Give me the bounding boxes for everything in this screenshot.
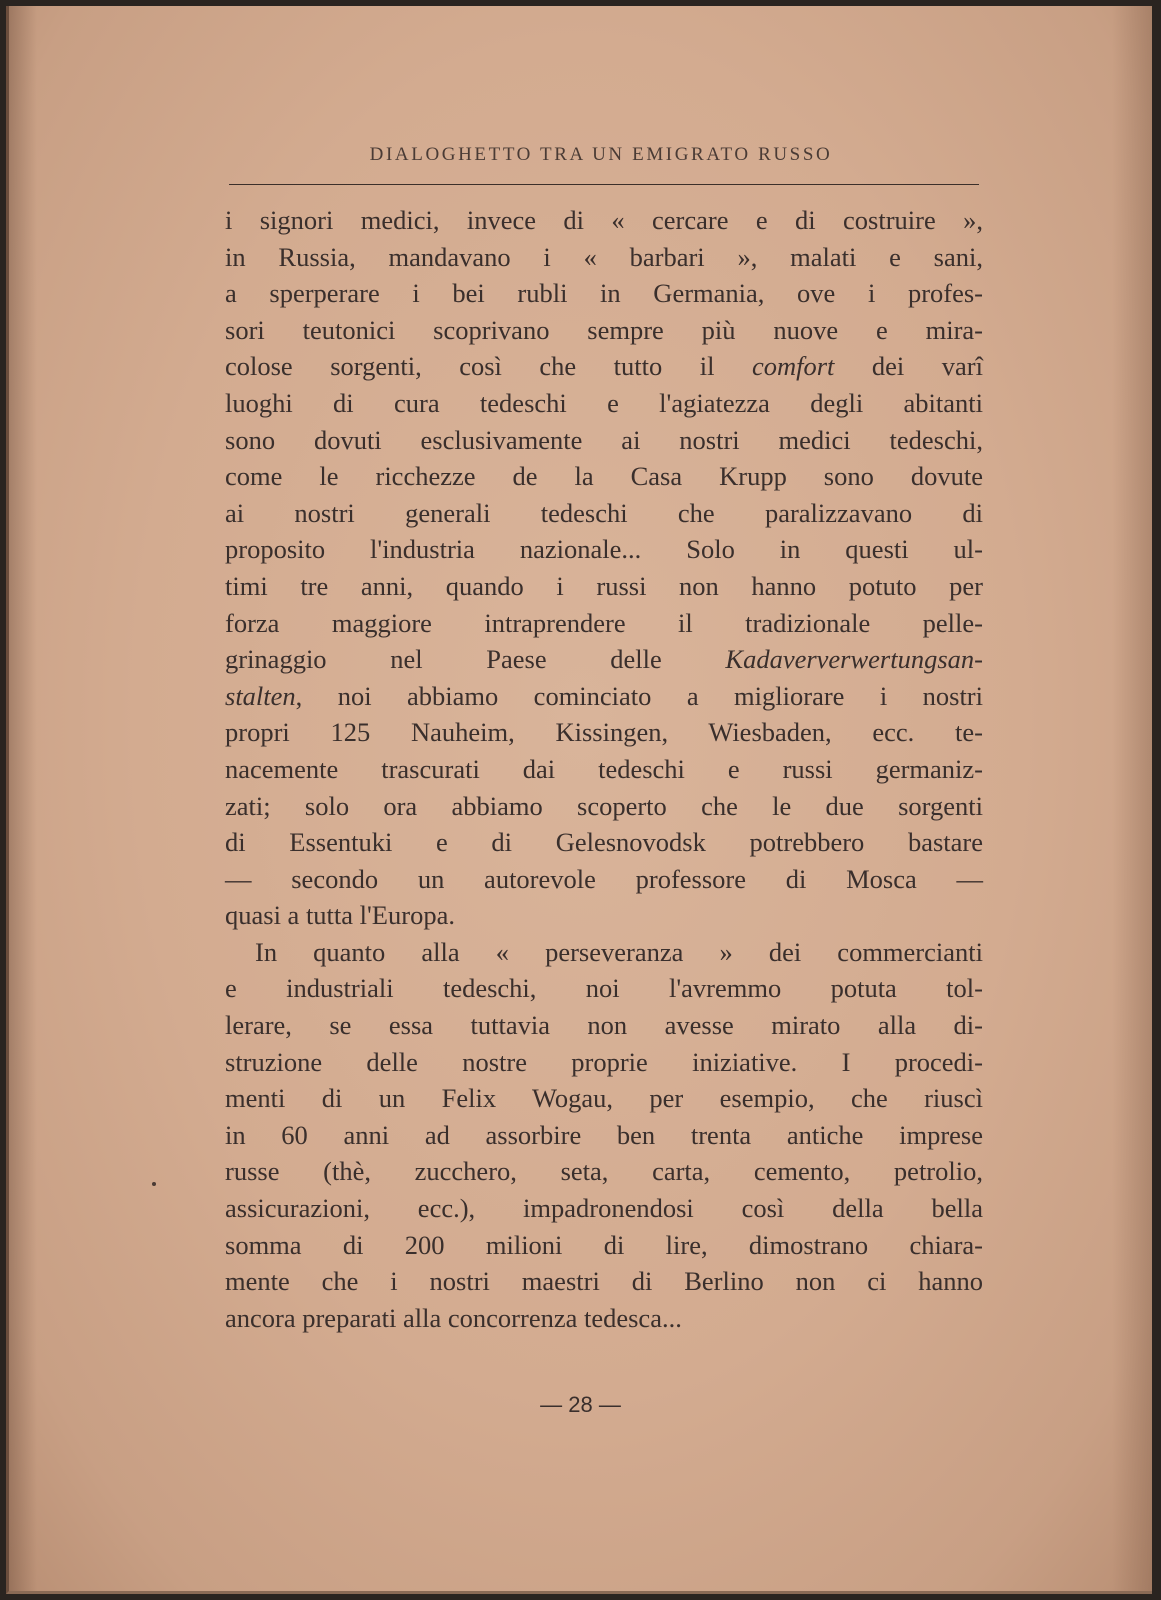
text-line: menti di un Felix Wogau, per esempio, che riuscì: [225, 1083, 983, 1114]
text-line: somma di 200 milioni di lire, dimostrano chiara-: [225, 1229, 983, 1260]
text-segment: grinaggio nel Paese delle: [225, 644, 726, 675]
text-line: ancora preparati alla concorrenza tedesca...: [225, 1302, 682, 1333]
page-number: — 28 —: [540, 1392, 621, 1417]
text-line: propri 125 Nauheim, Kissingen, Wiesbaden, ecc. te-: [225, 717, 983, 748]
text-line: quasi a tutta l'Europa.: [225, 900, 455, 931]
text-line: i signori medici, invece di « cercare e di costruire »,: [225, 205, 983, 235]
text-line: proposito l'industria nazionale... Solo in questi ul-: [225, 534, 983, 565]
text-line: in 60 anni ad assorbire ben trenta antiche imprese: [225, 1119, 983, 1150]
ink-speck: [152, 1182, 156, 1186]
text-line: zati; solo ora abbiamo scoperto che le due sorgenti: [225, 790, 983, 821]
text-line: sono dovuti esclusivamente ai nostri medici tedeschi,: [225, 424, 983, 455]
text-line: sori teutonici scoprivano sempre più nuove e mira-: [225, 314, 983, 345]
text-line: luoghi di cura tedeschi e l'agiatezza degli abitanti: [225, 387, 983, 418]
italic-term: comfort: [751, 351, 835, 382]
text-line: e industriali tedeschi, noi l'avremmo potuta tol-: [225, 973, 983, 1004]
edge-shadow: [1112, 6, 1152, 1591]
text-line: struzione delle nostre proprie iniziative. I procedi-: [225, 1046, 983, 1077]
text-line: come le ricchezze de la Casa Krupp sono dovute: [225, 461, 983, 492]
text-segment: dei varî: [834, 351, 983, 382]
text-line: nacemente trascurati dai tedeschi e russi germaniz-: [225, 753, 983, 784]
text-line: mente che i nostri maestri di Berlino non ci hanno: [225, 1266, 983, 1297]
text-line: [225, 348, 983, 385]
text-line: [225, 641, 983, 678]
italic-term: Kadaververwertungsan-: [725, 644, 983, 675]
text-line: timi tre anni, quando i russi non hanno potuto per: [225, 570, 983, 601]
spine-shadow: [9, 6, 37, 1591]
text-line: [225, 678, 983, 715]
text-line: In quanto alla « perseveranza » dei commercianti: [255, 936, 983, 967]
text-line: forza maggiore intraprendere il tradizionale pelle-: [225, 607, 983, 638]
text-line: russe (thè, zucchero, seta, carta, cemento, petrolio,: [225, 1156, 983, 1187]
text-line: a sperperare i bei rubli in Germania, ove i profes-: [225, 278, 983, 309]
text-line: lerare, se essa tuttavia non avesse mirato alla di-: [225, 1010, 983, 1041]
text-line: assicurazioni, ecc.), impadronendosi così della bella: [225, 1193, 983, 1224]
text-line: in Russia, mandavano i « barbari », malati e sani,: [225, 241, 983, 272]
body-text: [225, 202, 983, 1336]
text-segment: colose sorgenti, così che tutto il: [225, 351, 752, 382]
book-page: [6, 6, 1152, 1594]
text-segment: , noi abbiamo cominciato a migliorare i nostri: [295, 680, 983, 711]
running-head: DIALOGHETTO TRA UN EMIGRATO RUSSO: [369, 144, 833, 165]
text-line: di Essentuki e di Gelesnovodsk potrebbero bastare: [225, 827, 983, 858]
text-line: — secondo un autorevole professore di Mosca —: [225, 863, 983, 894]
italic-term: stalten: [225, 680, 296, 711]
text-line: ai nostri generali tedeschi che paralizzavano di: [225, 497, 983, 528]
header-rule: [229, 184, 979, 185]
